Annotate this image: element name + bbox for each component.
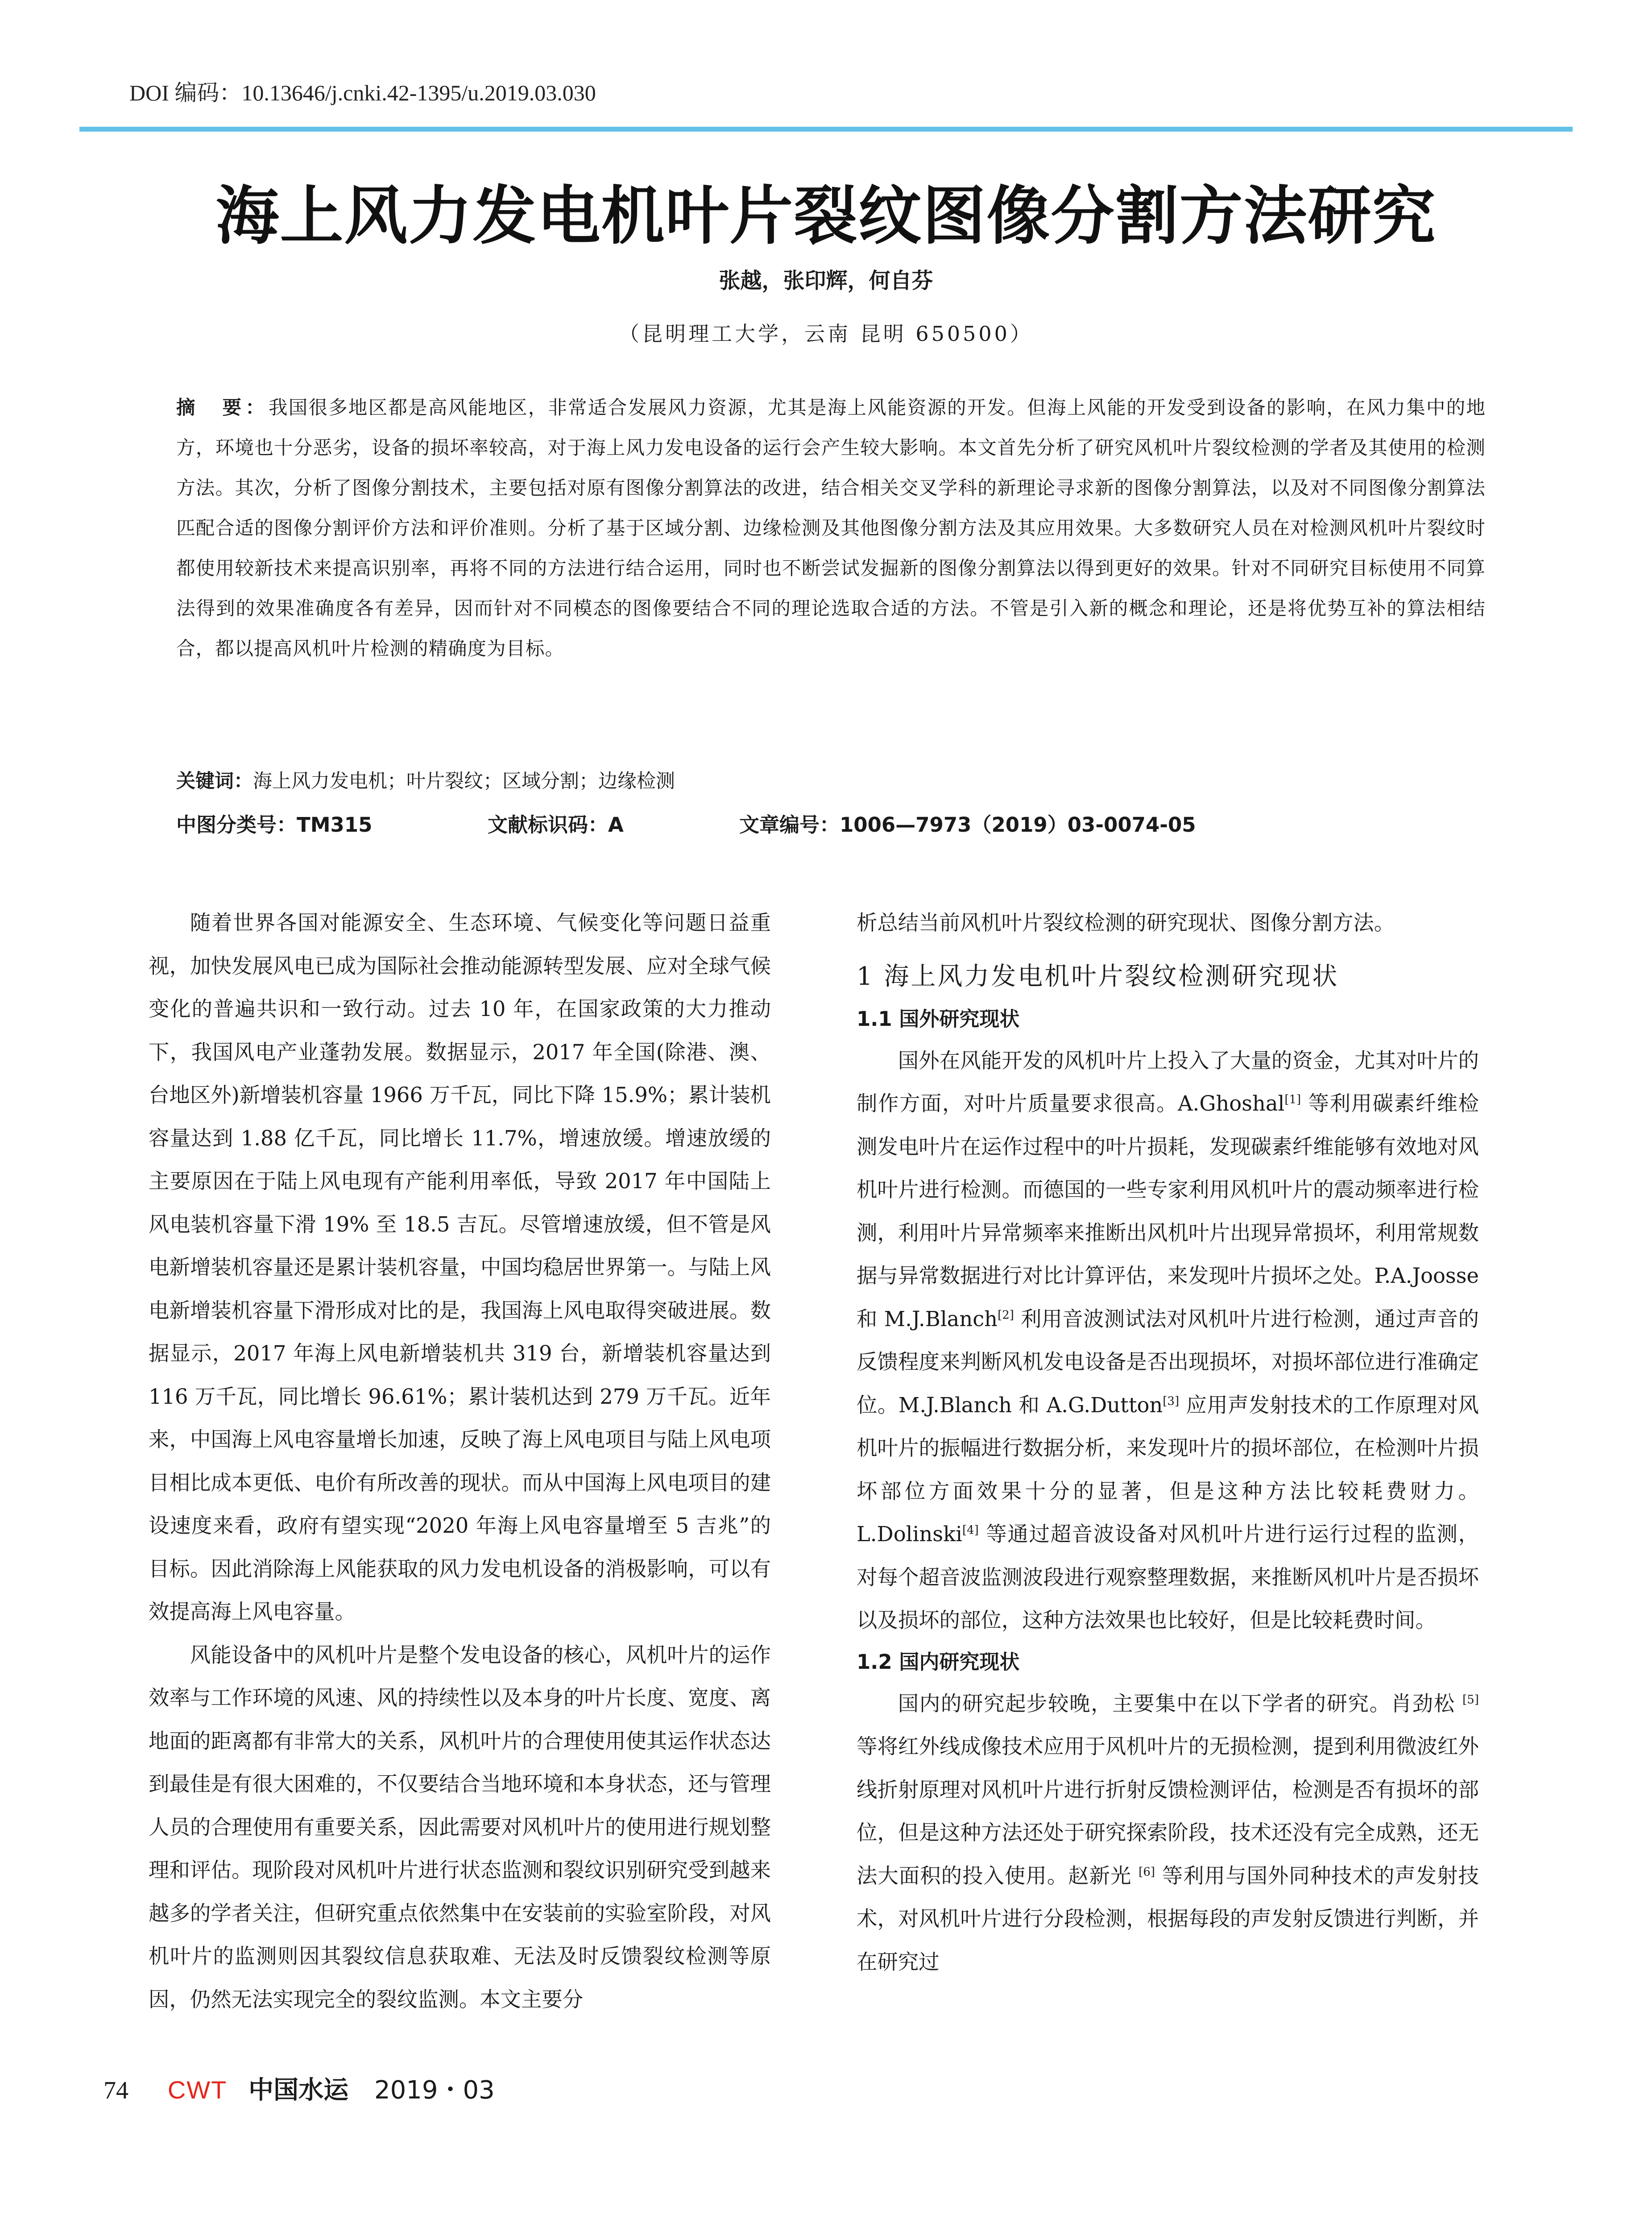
citation: [1] [1284, 1093, 1301, 1107]
journal-name: 中国水运 [248, 2076, 349, 2105]
body-column-right [857, 901, 1479, 1983]
subsection-heading: 1.1 国外研究现状 [857, 1007, 1020, 1031]
citation: [3] [1163, 1394, 1180, 1408]
body-paragraph [857, 1039, 1479, 1642]
text-run: 等将红外线成像技术应用于风机叶片的无损检测，提到利用微波红外线折射原理对风机叶片进行折射反馈检测评估，检测是否有损坏的部位，但是这种方法还处于研究探索阶段，技术还没有完全成熟，还无法大面积的投入使用。赵新光 [857, 1734, 1479, 1888]
journal-logo: CWT [167, 2076, 228, 2104]
citation: [5] [1462, 1693, 1479, 1707]
body-paragraph: 随着世界各国对能源安全、生态环境、气候变化等问题日益重视，加快发展风电已成为国际社会推动能源转型发展、应对全球气候变化的普遍共识和一致行动。过去 10 年，在国家政策的大力推动下，我国风电产业蓬勃发展。数据显示，2017 年全国(除港、澳、台地区外)新增装机容量 1966 万千瓦，同比下降 15.9%；累计装机容量达到 1.88 亿千瓦，同比增长 11.7%，增速放缓。增速放缓的主要原因在于陆上风电现有产能利用率低，导致 2017 年中国陆上风电装机容量下滑 19% 至 18.5 吉瓦。尽管增速放缓，但不管是风电新增装机容量还是累计装机容量，中国均稳居世界第一。与陆上风电新增装机容量下滑形成对比的是，我国海上风电取得突破进展。数据显示，2017 年海上风电新增装机共 319 台，新增装机容量达到 116 万千瓦，同比增长 96.61%；累计装机达到 279 万千瓦。近年来，中国海上风电容量增长加速，反映了海上风电项目与陆上风电项目相比成本更低、电价有所改善的现状。而从中国海上风电项目的建设速度来看，政府有望实现“2020 年海上风电容量增至 5 吉兆”的目标。因此消除海上风能获取的风力发电机设备的消极影响，可以有效提高海上风电容量。 [149, 911, 771, 1624]
citation: [2] [998, 1308, 1014, 1322]
body-paragraph [857, 1682, 1479, 1984]
section-heading: 1 海上风力发电机叶片裂纹检测研究现状 [857, 962, 1339, 991]
keywords [176, 766, 675, 793]
page-number: 74 [104, 2077, 128, 2104]
keywords-label: 关键词： [176, 770, 253, 792]
header-rule [79, 127, 1573, 132]
text-run: 等利用与国外同种技术的声发射技术，对风机叶片进行分段检测，根据每段的声发射反馈进行判断，并在研究过 [857, 1863, 1479, 1974]
text-run: 等利用碳素纤维检测发电叶片在运作过程中的叶片损耗，发现碳素纤维能够有效地对风机叶片进行检测。而德国的一些专家利用风机叶片的震动频率进行检测，利用叶片异常频率来推断出风机叶片出现异常损坏，利用常规数据与异常数据进行对比计算评估，来发现叶片损坏之处。P.A.Joosse 和 M.J.Blanch [857, 1091, 1479, 1331]
article-title: 海上风力发电机叶片裂纹图像分割方法研究 [215, 179, 1437, 253]
keywords-text: 海上风力发电机；叶片裂纹；区域分割；边缘检测 [253, 770, 675, 792]
citation: [4] [962, 1523, 979, 1537]
document-code: 文献标识码：A [488, 813, 624, 837]
classification-line [176, 809, 1486, 835]
body-column-left [149, 901, 771, 2021]
abstract-label: 摘 要： [176, 397, 269, 419]
article-number: 文章编号：1006—7973（2019）03-0074-05 [739, 813, 1196, 837]
citation: [6] [1139, 1865, 1155, 1879]
journal-issue: 2019・03 [374, 2076, 495, 2105]
text-run: 国外在风能开发的风机叶片上投入了大量的资金，尤其对叶片的制作方面，对叶片质量要求很高。A.Ghoshal [857, 1048, 1479, 1116]
page-footer [104, 2070, 495, 2106]
subsection-heading: 1.2 国内研究现状 [857, 1650, 1020, 1674]
text-run: 等通过超音波设备对风机叶片进行运行过程的监测，对每个超音波监测波段进行观察整理数据，来推断风机叶片是否损坏以及损坏的部位，这种方法效果也比较好，但是比较耗费时间。 [857, 1522, 1479, 1632]
text-run: 应用声发射技术的工作原理对风机叶片的振幅进行数据分析，来发现叶片的损坏部位，在检测叶片损坏部位方面效果十分的显著，但是这种方法比较耗费财力。L.Dolinski [857, 1393, 1479, 1546]
article-authors: 张越，张印辉，何自芬 [719, 268, 933, 293]
body-paragraph: 风能设备中的风机叶片是整个发电设备的核心，风机叶片的运作效率与工作环境的风速、风的持续性以及本身的叶片长度、宽度、离地面的距离都有非常大的关系，风机叶片的合理使用使其运作状态达到最佳是有很大困难的，不仅要结合当地环境和本身状态，还与管理人员的合理使用有重要关系，因此需要对风机叶片的使用进行规划整理和评估。现阶段对风机叶片进行状态监测和裂纹识别研究受到越来越多的学者关注，但研究重点依然集中在安装前的实验室阶段，对风机叶片的监测则因其裂纹信息获取难、无法及时反馈裂纹检测等原因，仍然无法实现完全的裂纹监测。本文主要分 [149, 1642, 771, 2011]
article-affiliation: （昆明理工大学，云南 昆明 650500） [619, 322, 1033, 346]
text-run: 国内的研究起步较晚，主要集中在以下学者的研究。肖劲松 [898, 1691, 1463, 1716]
abstract [176, 388, 1486, 669]
clc-number: 中图分类号：TM315 [176, 813, 373, 837]
body-paragraph: 析总结当前风机叶片裂纹检测的研究现状、图像分割方法。 [857, 911, 1395, 935]
abstract-text: 我国很多地区都是高风能地区，非常适合发展风力资源，尤其是海上风能资源的开发。但海上风能的开发受到设备的影响，在风力集中的地方，环境也十分恶劣，设备的损坏率较高，对于海上风力发电设备的运行会产生较大影响。本文首先分析了研究风机叶片裂纹检测的学者及其使用的检测方法。其次，分析了图像分割技术，主要包括对原有图像分割算法的改进，结合相关交叉学科的新理论寻求新的图像分割算法，以及对不同图像分割算法匹配合适的图像分割评价方法和评价准则。分析了基于区域分割、边缘检测及其他图像分割方法及其应用效果。大多数研究人员在对检测风机叶片裂纹时都使用较新技术来提高识别率，再将不同的方法进行结合运用，同时也不断尝试发掘新的图像分割算法以得到更好的效果。针对不同研究目标使用不同算法得到的效果准确度各有差异，因而针对不同模态的图像要结合不同的理论选取合适的方法。不管是引入新的概念和理论，还是将优势互补的算法相结合，都以提高风机叶片检测的精确度为目标。 [176, 397, 1486, 660]
text-run: 利用音波测试法对风机叶片进行检测，通过声音的反馈程度来判断风机发电设备是否出现损坏，对损坏部位进行准确定位。M.J.Blanch 和 A.G.Dutton [857, 1306, 1479, 1417]
doi-code: DOI 编码：10.13646/j.cnki.42-1395/u.2019.03.030 [129, 80, 596, 105]
